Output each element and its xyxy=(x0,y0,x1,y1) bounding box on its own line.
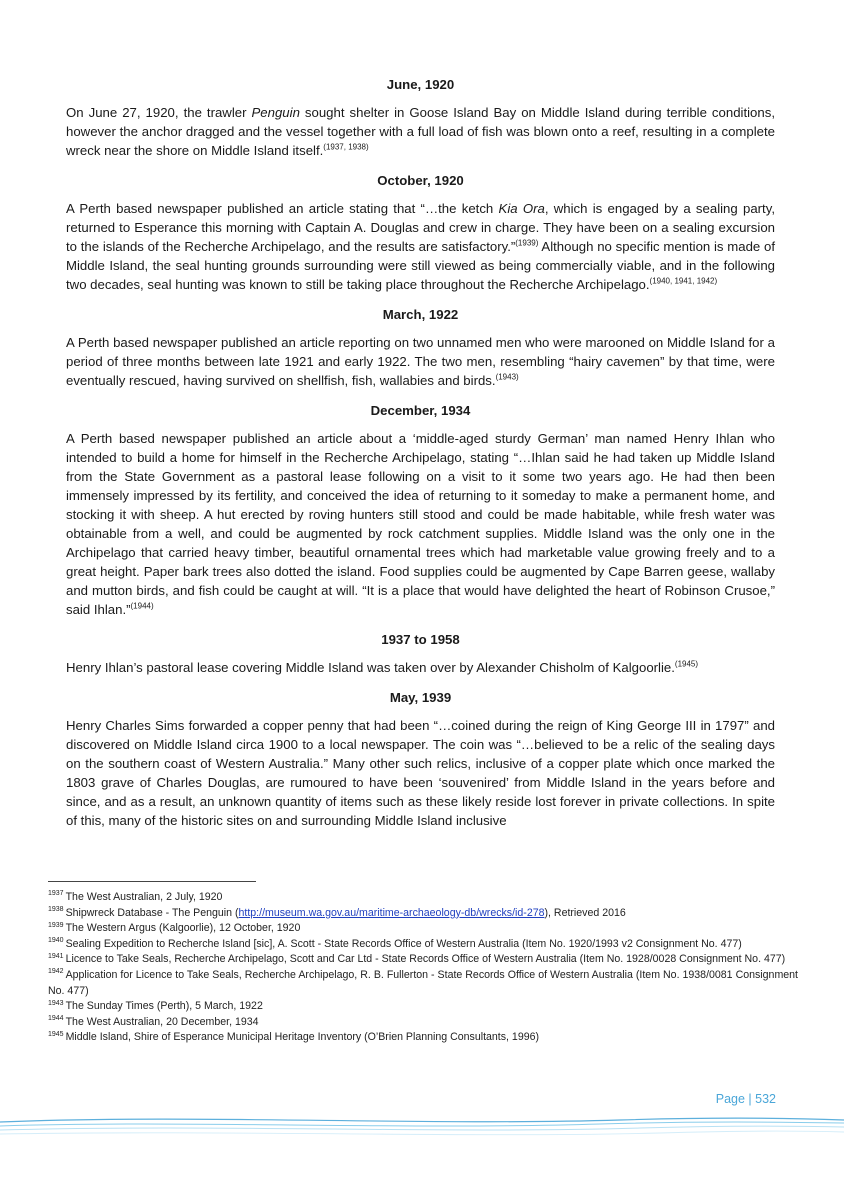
section-heading: 1937 to 1958 xyxy=(381,632,460,647)
footer-wave-decoration xyxy=(0,1108,844,1148)
footnote: $^{1942}$ Application for Licence to Take Seals, Recherche Archipelago, R. B. Fullerton - State Records Office of Western Australia (Item No. 1938/0081 Consignment No. 477) xyxy=(48,968,798,997)
section-heading: March, 1922 xyxy=(382,307,459,322)
footnote: $^{1939}$ The Western Argus (Kalgoorlie), 12 October, 1920 xyxy=(48,921,301,935)
footnote-link[interactable]: http://museum.wa.gov.au/maritime-archaeology-db/wrecks/id-278 xyxy=(238,906,545,919)
section-heading: June, 1920 xyxy=(386,77,455,92)
footnotes xyxy=(48,890,798,1046)
footnote: $^{1940}$ Sealing Expedition to Recherche Island [sic], A. Scott - State Records Office of Western Australia (Item No. 1920/1993 v2 Consignment No. 477) xyxy=(48,937,742,950)
main-content xyxy=(66,76,775,842)
section-paragraph: On June 27, 1920, the trawler Penguin sought shelter in Goose Island Bay on Middle Island during terrible conditions, however the anchor dragged and the vessel together with a full load of fish was blown onto a reef, resulting in a complete wreck near the shore on Middle Island itself.$^{(1937, 1938)}$ xyxy=(66,105,775,158)
page-number: Page | 532 xyxy=(715,1092,776,1106)
section-heading: October, 1920 xyxy=(377,173,464,188)
footnote: $^{1943}$ The Sunday Times (Perth), 5 March, 1922 xyxy=(48,999,263,1013)
footnote: $^{1937}$ The West Australian, 2 July, 1920 xyxy=(48,890,223,903)
section-paragraph: A Perth based newspaper published an article stating that “…the ketch Kia Ora, which is engaged by a sealing party, returned to Esperance this morning with Captain A. Douglas and crew in charge. They have been on a sealing excursion to the islands of the Recherche Archipelago, and the results are satisfactory.”$^{(1939)}$ Although no specific mention is made of Middle Island, the seal hunting grounds surrounding were still viewed as being commercially viable, and in the following two decades, seal hunting was known to still be taking place throughout the Recherche Archipelago.$^{(1940, 1941, 1942)}$ xyxy=(66,201,775,292)
footnote: $^{1938}$ Shipwreck Database - The Penguin (http://museum.wa.gov.au/maritime-archaeology-db/wrecks/id-278), Retrieved 2016 xyxy=(48,906,626,919)
section-heading: May, 1939 xyxy=(389,690,452,705)
section-paragraph: A Perth based newspaper published an article about a ‘middle-aged sturdy German’ man named Henry Ihlan who intended to build a home for himself in the Recherche Archipelago, stating “…Ihlan said he had taken up Middle Island from the State Government as a pastoral lease following on a visit to it some two years ago. He had then been immensely impressed by its fertility, and conceived the idea of returning to it someday to make a permanent home, and stocking it with sheep. A hut erected by roving hunters still stood and could be made habitable, while fresh water was obtainable from a well, and could be augmented by rock catchment supplies. Middle Island was the only one in the Archipelago that carried heavy timber, beautiful ornamental trees which had marketable value growing freely and to a great height. Paper bark trees also dotted the island. Food supplies could be augmented by Cape Barren geese, wallaby and mutton birds, and fish could be caught at will. “It is a place that would have delighted the heart of Robinson Crusoe,” said Ihlan.”$^{(1944)}$ xyxy=(66,431,775,617)
footnote: $^{1941}$ Licence to Take Seals, Recherche Archipelago, Scott and Car Ltd - State Records Office of Western Australia (Item No. 1928/0028 Consignment No. 477) xyxy=(48,952,786,966)
footnote: $^{1945}$ Middle Island, Shire of Esperance Municipal Heritage Inventory (O’Brien Planning Consultants, 1996) xyxy=(48,1030,540,1044)
section-paragraph: A Perth based newspaper published an article reporting on two unnamed men who were marooned on Middle Island for a period of three months between late 1921 and early 1922. The two men, resembling “hairy cavemen” by that time, were eventually rescued, having survived on shellfish, fish, wallabies and birds.$^{(1943)}$ xyxy=(66,335,775,388)
section-paragraph: Henry Charles Sims forwarded a copper penny that had been “…coined during the reign of King George III in 1797” and discovered on Middle Island circa 1900 to a local newspaper. The coin was “…believed to be a relic of the sealing days on the southern coast of Western Australia.” Many other such relics, inclusive of a copper plate which once marked the 1803 grave of Charles Douglas, are rumoured to have been ‘souvenired’ from Middle Island in the years before and since, and as a result, an unknown quantity of items such as these likely reside lost forever in private collections. In spite of this, many of the historic sites on and surrounding Middle Island inclusive xyxy=(66,718,775,828)
section-paragraph: Henry Ihlan’s pastoral lease covering Middle Island was taken over by Alexander Chisholm of Kalgoorlie.$^{(1945)}$ xyxy=(66,659,699,675)
footnote-divider xyxy=(48,881,256,882)
section-heading: December, 1934 xyxy=(370,403,471,418)
footnote: $^{1944}$ The West Australian, 20 December, 1934 xyxy=(48,1015,259,1028)
